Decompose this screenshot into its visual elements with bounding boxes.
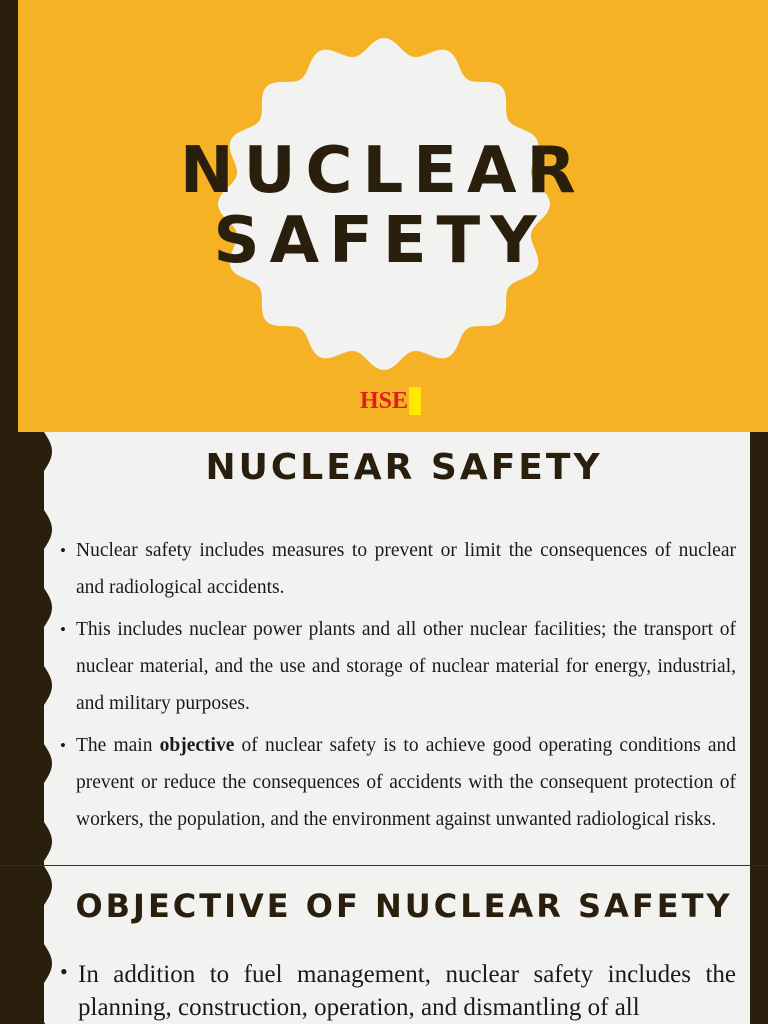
content-slide-2 xyxy=(0,866,768,1024)
content-slide-1 xyxy=(0,432,768,865)
bullet-text: Nuclear safety includes measures to prevent or limit the consequences of nuclear and radiological accidents. xyxy=(76,540,736,598)
right-border xyxy=(750,432,768,865)
slide-title xyxy=(180,134,586,278)
bullet-text-bold: objective xyxy=(159,735,235,756)
bullet-text-suffix: of nuclear safety is to achieve good operating conditions and prevent or reduce the consequences of accidents with the consequent protection of workers, the population, and the environment against unwanted radiological risks. xyxy=(76,735,737,830)
bullet-item xyxy=(58,532,736,606)
text-cursor xyxy=(409,387,421,415)
bullet-dot: • xyxy=(60,959,68,984)
title-line-2: SAFETY xyxy=(213,204,547,278)
bullet-dot: • xyxy=(60,541,66,560)
bullet-item xyxy=(58,727,736,838)
bullet-text-prefix: The main xyxy=(76,735,160,756)
slide-heading: OBJECTIVE OF NUCLEAR SAFETY xyxy=(75,887,733,925)
bullet-item xyxy=(58,958,736,1024)
slide-heading: NUCLEAR SAFETY xyxy=(205,447,603,488)
wavy-left-border xyxy=(18,432,62,865)
bullet-list xyxy=(58,532,736,843)
bullet-dot: • xyxy=(60,620,66,639)
bullet-text: This includes nuclear power plants and all other nuclear facilities; the transport of nuclear material, and the use and storage of nuclear material for energy, industrial, and military purposes. xyxy=(76,619,736,714)
bullet-dot: • xyxy=(60,736,66,755)
bullet-item xyxy=(58,611,736,722)
subtitle[interactable] xyxy=(360,386,421,416)
bullet-text: In addition to fuel management, nuclear safety includes the planning, construction, operation, and dismantling of all xyxy=(78,961,736,1021)
title-slide xyxy=(0,0,768,432)
title-line-1: NUCLEAR xyxy=(180,134,586,208)
bullet-list xyxy=(58,958,736,1024)
left-accent-bar xyxy=(0,0,18,432)
subtitle-text[interactable]: HSE xyxy=(360,387,409,414)
